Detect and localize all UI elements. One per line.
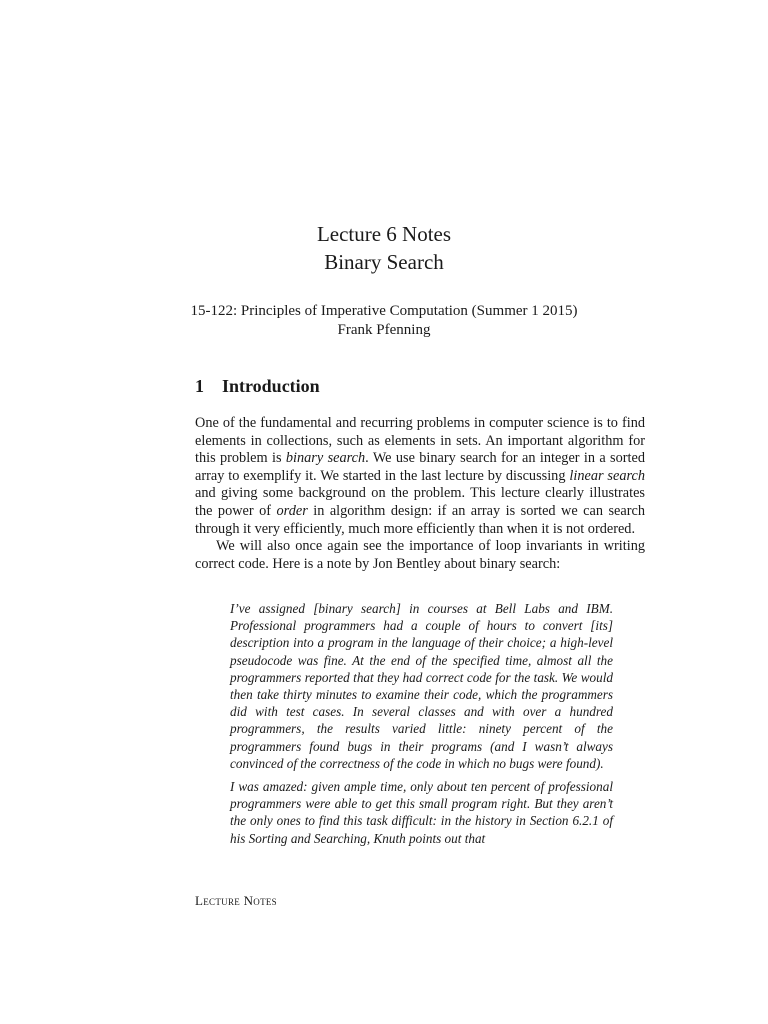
section-number: 1 [195,376,204,396]
title-line-1: Lecture 6 Notes [316,222,452,246]
emphasis-binary-search: binary search [285,450,366,467]
section-heading [195,374,320,398]
paragraph-1-text-d: in algorithm design: if an array is sorted we can search through it very efficiently, much more efficiently than when it is not ordered. [195,502,645,537]
emphasis-order: order [276,502,308,519]
section-title: Introduction [222,376,320,396]
block-quote [230,600,613,853]
title-line-2: Binary Search [324,250,444,274]
paragraph-1 [195,415,645,538]
quote-paragraph-1: I’ve assigned [binary search] in courses at Bell Labs and IBM. Professional programmers had a couple of hours to convert [its] description into a program in the language of their choice; a high-level pseudocode was fine. At the end of the specified time, almost all the programmers reported that they had correct code for the task. We would then take thirty minutes to examine their code, which the programmers did with test cases. In several classes and with over a hundred programmers, the results varied little: ninety percent of the programmers found bugs in their programs (and I wasn’t always convinced of the correctness of the code in which no bugs were found). [230,601,613,771]
body-text [195,415,645,573]
document-subtitle [0,302,768,340]
quote-paragraph-2: I was amazed: given ample time, only about ten percent of professional programmers were able to get this small program right. But they aren’t the only ones to find this task difficult: in the history in Section 6.2.1 of his Sorting and Searching, Knuth points out that [230,779,613,846]
emphasis-linear-search: linear search [569,467,645,484]
page-footer: Lecture Notes [195,893,277,908]
paragraph-1-text-b: . We use binary search for an integer in a sorted array to exemplify it. We started in the last lecture by discussing [195,450,645,484]
course-name: 15-122: Principles of Imperative Computation (Summer 1 2015) [190,303,578,319]
author-name: Frank Pfenning [337,322,431,338]
paragraph-1-text-a: One of the fundamental and recurring problems in computer science is to find elements in collections, such as elements in sets. An important algorithm for this problem is [195,415,645,467]
paragraph-2: We will also once again see the importance of loop invariants in writing correct code. Here is a note by Jon Bentley about binary search: [195,538,645,572]
document-title [0,220,768,276]
paragraph-1-text-c: and giving some background on the problem. This lecture clearly illustrates the power of [195,485,645,519]
